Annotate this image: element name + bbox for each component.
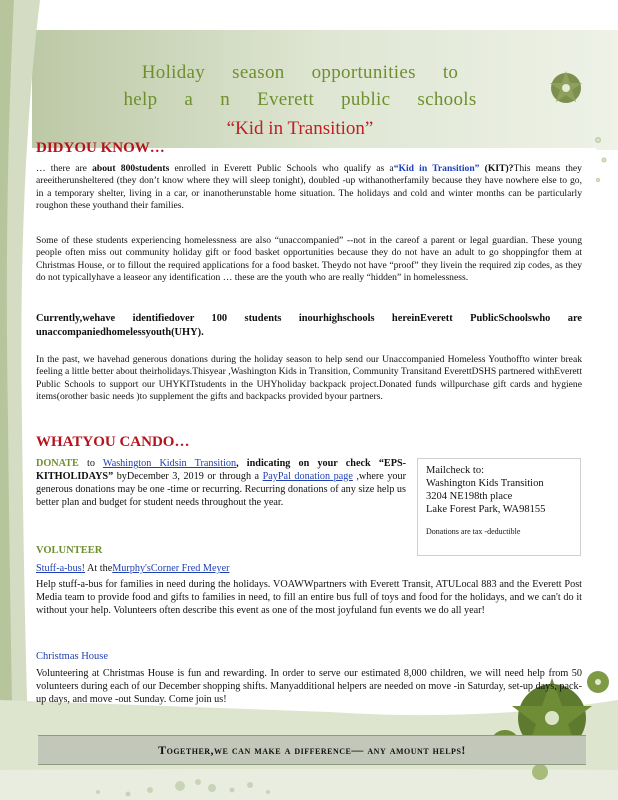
- kit-term: “Kid in Transition”: [393, 163, 480, 174]
- mail-check-label: Mailcheck to:: [426, 465, 485, 476]
- stuff-a-bus-link[interactable]: Stuff-a-bus!: [36, 563, 86, 574]
- footer-banner: Together,we can make a difference— any amount helps!: [38, 735, 586, 765]
- volunteer-heading: VOLUNTEER: [36, 545, 103, 556]
- fred-meyer-link[interactable]: Murphy'sCorner Fred Meyer: [112, 563, 230, 574]
- stuff-a-bus-paragraph: Help stuff-a-bus for families in need during the holidays. VOAWWpartners with Everett Transit, ATULocal 883 and the Everett Post Media team to provide food and gifts to families in need, to fill an entire bus full of toys and food for the holidays, and we can't do it without your help. Volunteers often describe this event as one of the most joyfuland fun events we do all year!: [36, 579, 582, 617]
- uhy-stat-paragraph: Currently,wehave identifiedover 100 students inourhighschools hereinEverett PublicSchoolswho are unaccompaniedhomelessyouth(UHY).: [36, 313, 582, 338]
- stuff-a-bus-title-line: Stuff-a-bus! At theMurphy'sCorner Fred Meyer: [36, 563, 230, 574]
- what-you-can-do-heading: WHATYOU CANDO…: [36, 434, 190, 450]
- page-title-line-1: Holiday season opportunities to: [141, 62, 459, 83]
- past-donations-paragraph: In the past, we havehad generous donations during the holiday season to help send our Unaccompanied Homeless Youthoffto winter break feeling a little better about theirholidays.Thisyear ,Washington Kids in Transition, Community Transitand EverettDSHS partnered withEverett Public Schools to support our UHYKITstudents in the UHYholiday backpack project.Donated funds willpurchase gift cards and hygiene items(orother basic needs )to supplement the gifts and backpacks provided byour partners.: [36, 354, 582, 403]
- mail-check-box: [417, 458, 581, 556]
- paypal-donation-link[interactable]: PayPal donation page: [262, 471, 353, 482]
- washington-kids-link[interactable]: Washington Kidsin Transition: [102, 458, 237, 469]
- mail-street: 3204 NE198th place: [426, 491, 513, 502]
- donate-paragraph: DONATE to Washington Kidsin Transition, indicating on your check “EPS-KITHOLIDAYS” byDecember 3, 2019 or through a PayPal donation page ,where your generous donations may be one -time or recurring. Recurring donations of any size help us better plan and budget for student needs throughout the year.: [36, 458, 407, 508]
- intro-paragraph: … there are about 800students enrolled in Everett Public Schools who qualify as a“Kid in Transition” (KIT)?This means they areeitherunsheltered (they don’t know where they will sleep tonight), doubled -up withanotherfamily because they have nowhere else to go, in a temporary shelter, living in a car, or inanotherunstable home situation. The holidays and cold and winter months can be particularly roughon these youthand their families.: [36, 163, 582, 212]
- page-subtitle: “Kid in Transition”: [226, 118, 374, 139]
- mail-org-name: Washington Kids Transition: [426, 478, 544, 489]
- mail-city: Lake Forest Park, WA98155: [426, 504, 546, 515]
- christmas-house-link[interactable]: Christmas House: [36, 651, 109, 662]
- tax-deductible-note: Donations are tax -deductible: [426, 527, 521, 536]
- christmas-house-paragraph: Volunteering at Christmas House is fun and rewarding. In order to serve our estimated 8,000 children, we will need help from 50 volunteers during each of our December shopping shifts. Manyadditional helpers are needed on move -in Saturday, set-up days, pack-up days, and move -out Sunday. Come join us!: [36, 668, 582, 706]
- page-title-line-2: help a n Everett public schools: [123, 89, 477, 110]
- unaccompanied-paragraph: Some of these students experiencing homelessness are also “unaccompanied” --not in the careof a parent or legal guardian. These young people often miss out community holiday gift or food basket opportunities because they do not have an adult to go shoppingfor them at Christmas House, or to fillout the required applications for a food basket. Theydo not have “proof” they livein the required zip codes, as they do not typicallyhave a leaseor any identification … these are the youth who are really “hidden” in homelessness.: [36, 235, 582, 284]
- did-you-know-heading: DIDYOU KNOW…: [36, 140, 165, 156]
